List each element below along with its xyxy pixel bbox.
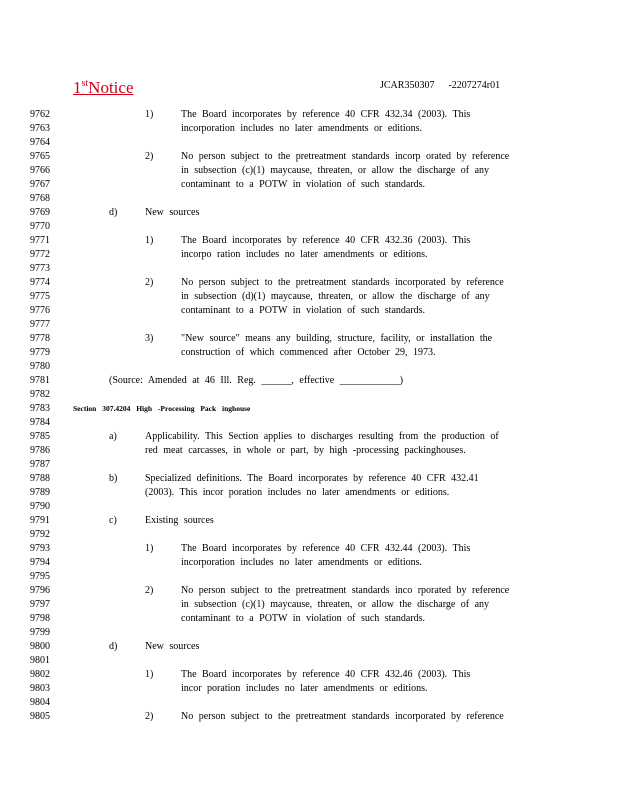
line-number: 9786 xyxy=(30,445,50,456)
line-text: contaminant to a POTW in violation of such standards. xyxy=(181,305,426,316)
line-text: in subsection (c)(1) maycause, threaten, or allow the discharge of any xyxy=(181,599,490,610)
list-marker: 2) xyxy=(145,711,154,722)
line-text: red meat carcasses, in whole or part, by high -processing packinghouses. xyxy=(145,445,466,456)
line-number: 9803 xyxy=(30,683,50,694)
line-9794 xyxy=(0,556,618,570)
line-9795 xyxy=(0,570,618,584)
line-9791 xyxy=(0,514,618,528)
line-9762 xyxy=(0,108,618,122)
line-9783 xyxy=(0,402,618,416)
line-number: 9765 xyxy=(30,151,50,162)
line-number: 9777 xyxy=(30,319,50,330)
line-number: 9802 xyxy=(30,669,50,680)
line-number: 9805 xyxy=(30,711,50,722)
list-marker: c) xyxy=(109,515,117,526)
line-number: 9804 xyxy=(30,697,50,708)
line-9767 xyxy=(0,178,618,192)
line-text: incorporation includes no later amendments or editions. xyxy=(181,123,422,134)
line-9801 xyxy=(0,654,618,668)
line-number: 9799 xyxy=(30,627,50,638)
line-number: 9780 xyxy=(30,361,50,372)
line-number: 9779 xyxy=(30,347,50,358)
line-number: 9775 xyxy=(30,291,50,302)
line-text: The Board incorporates by reference 40 CFR 432.46 (2003). This xyxy=(181,669,471,680)
line-number: 9782 xyxy=(30,389,50,400)
line-9803 xyxy=(0,682,618,696)
list-marker: 1) xyxy=(145,109,154,120)
line-9763 xyxy=(0,122,618,136)
document-id: JCAR350307 -2207274r01 xyxy=(380,80,501,91)
line-text: No person subject to the pretreatment standards inco rporated by reference xyxy=(181,585,510,596)
line-9798 xyxy=(0,612,618,626)
line-9788 xyxy=(0,472,618,486)
line-text: The Board incorporates by reference 40 CFR 432.34 (2003). This xyxy=(181,109,471,120)
line-number: 9798 xyxy=(30,613,50,624)
line-text: incorporation includes no later amendments or editions. xyxy=(181,557,422,568)
line-text: No person subject to the pretreatment standards incorporated by reference xyxy=(181,277,504,288)
line-number: 9795 xyxy=(30,571,50,582)
list-marker: b) xyxy=(109,473,118,484)
line-9773 xyxy=(0,262,618,276)
line-9777 xyxy=(0,318,618,332)
line-number: 9773 xyxy=(30,263,50,274)
list-marker: a) xyxy=(109,431,117,442)
line-number: 9785 xyxy=(30,431,50,442)
line-number: 9790 xyxy=(30,501,50,512)
line-9772 xyxy=(0,248,618,262)
line-number: 9774 xyxy=(30,277,50,288)
line-9797 xyxy=(0,598,618,612)
line-9771 xyxy=(0,234,618,248)
line-number: 9764 xyxy=(30,137,50,148)
line-text: in subsection (d)(1) maycause, threaten, or allow the discharge of any xyxy=(181,291,490,302)
line-9766 xyxy=(0,164,618,178)
line-9800 xyxy=(0,640,618,654)
line-text: (2003). This incor poration includes no later amendments or editions. xyxy=(145,487,450,498)
line-9782 xyxy=(0,388,618,402)
line-number: 9801 xyxy=(30,655,50,666)
line-text: Specialized definitions. The Board incorporates by reference 40 CFR 432.41 xyxy=(145,473,479,484)
line-9786 xyxy=(0,444,618,458)
line-9781 xyxy=(0,374,618,388)
line-number: 9788 xyxy=(30,473,50,484)
line-number: 9770 xyxy=(30,221,50,232)
line-9790 xyxy=(0,500,618,514)
line-text: No person subject to the pretreatment standards incorporated by reference xyxy=(181,711,504,722)
line-number: 9794 xyxy=(30,557,50,568)
line-text: New sources xyxy=(145,207,200,218)
line-9792 xyxy=(0,528,618,542)
line-9765 xyxy=(0,150,618,164)
line-9785 xyxy=(0,430,618,444)
line-9778 xyxy=(0,332,618,346)
line-number: 9767 xyxy=(30,179,50,190)
line-9804 xyxy=(0,696,618,710)
line-number: 9772 xyxy=(30,249,50,260)
line-number: 9776 xyxy=(30,305,50,316)
list-marker: 1) xyxy=(145,669,154,680)
line-number: 9787 xyxy=(30,459,50,470)
line-number: 9797 xyxy=(30,599,50,610)
line-9805 xyxy=(0,710,618,724)
line-9780 xyxy=(0,360,618,374)
line-number: 9769 xyxy=(30,207,50,218)
line-number: 9791 xyxy=(30,515,50,526)
list-marker: 2) xyxy=(145,151,154,162)
line-number: 9784 xyxy=(30,417,50,428)
line-text: construction of which commenced after October 29, 1973. xyxy=(181,347,436,358)
line-9768 xyxy=(0,192,618,206)
line-text: "New source" means any building, structure, facility, or installation the xyxy=(181,333,493,344)
line-text: incorpo ration includes no later amendments or editions. xyxy=(181,249,428,260)
line-text: The Board incorporates by reference 40 CFR 432.44 (2003). This xyxy=(181,543,471,554)
line-9802 xyxy=(0,668,618,682)
line-number: 9789 xyxy=(30,487,50,498)
line-number: 9771 xyxy=(30,235,50,246)
line-text: Existing sources xyxy=(145,515,214,526)
source-note: (Source: Amended at 46 Ill. Reg. ______, effective ____________) xyxy=(109,375,404,386)
line-9770 xyxy=(0,220,618,234)
line-text: New sources xyxy=(145,641,200,652)
line-text: Applicability. This Section applies to discharges resulting from the production of xyxy=(145,431,499,442)
line-number: 9781 xyxy=(30,375,50,386)
line-9793 xyxy=(0,542,618,556)
line-9799 xyxy=(0,626,618,640)
line-9779 xyxy=(0,346,618,360)
line-text: incor poration includes no later amendments or editions. xyxy=(181,683,428,694)
line-number: 9763 xyxy=(30,123,50,134)
list-marker: d) xyxy=(109,207,118,218)
line-text: contaminant to a POTW in violation of such standards. xyxy=(181,613,426,624)
line-number: 9792 xyxy=(30,529,50,540)
line-9775 xyxy=(0,290,618,304)
line-number: 9768 xyxy=(30,193,50,204)
line-number: 9800 xyxy=(30,641,50,652)
notice-label: 1stNotice xyxy=(73,78,134,97)
line-number: 9762 xyxy=(30,109,50,120)
line-number: 9793 xyxy=(30,543,50,554)
line-9796 xyxy=(0,584,618,598)
list-marker: 1) xyxy=(145,235,154,246)
line-9774 xyxy=(0,276,618,290)
line-9789 xyxy=(0,486,618,500)
list-marker: d) xyxy=(109,641,118,652)
line-text: No person subject to the pretreatment standards incorp orated by reference xyxy=(181,151,510,162)
section-heading: Section 307.4204 High -Processing Pack inghouse xyxy=(73,404,251,413)
line-9769 xyxy=(0,206,618,220)
line-9784 xyxy=(0,416,618,430)
list-marker: 3) xyxy=(145,333,154,344)
line-number: 9778 xyxy=(30,333,50,344)
line-9764 xyxy=(0,136,618,150)
line-text: in subsection (c)(1) maycause, threaten, or allow the discharge of any xyxy=(181,165,490,176)
line-text: The Board incorporates by reference 40 CFR 432.36 (2003). This xyxy=(181,235,471,246)
list-marker: 1) xyxy=(145,543,154,554)
line-number: 9796 xyxy=(30,585,50,596)
line-9787 xyxy=(0,458,618,472)
line-text: contaminant to a POTW in violation of such standards. xyxy=(181,179,426,190)
list-marker: 2) xyxy=(145,585,154,596)
line-number: 9766 xyxy=(30,165,50,176)
line-number: 9783 xyxy=(30,403,50,414)
list-marker: 2) xyxy=(145,277,154,288)
line-9776 xyxy=(0,304,618,318)
